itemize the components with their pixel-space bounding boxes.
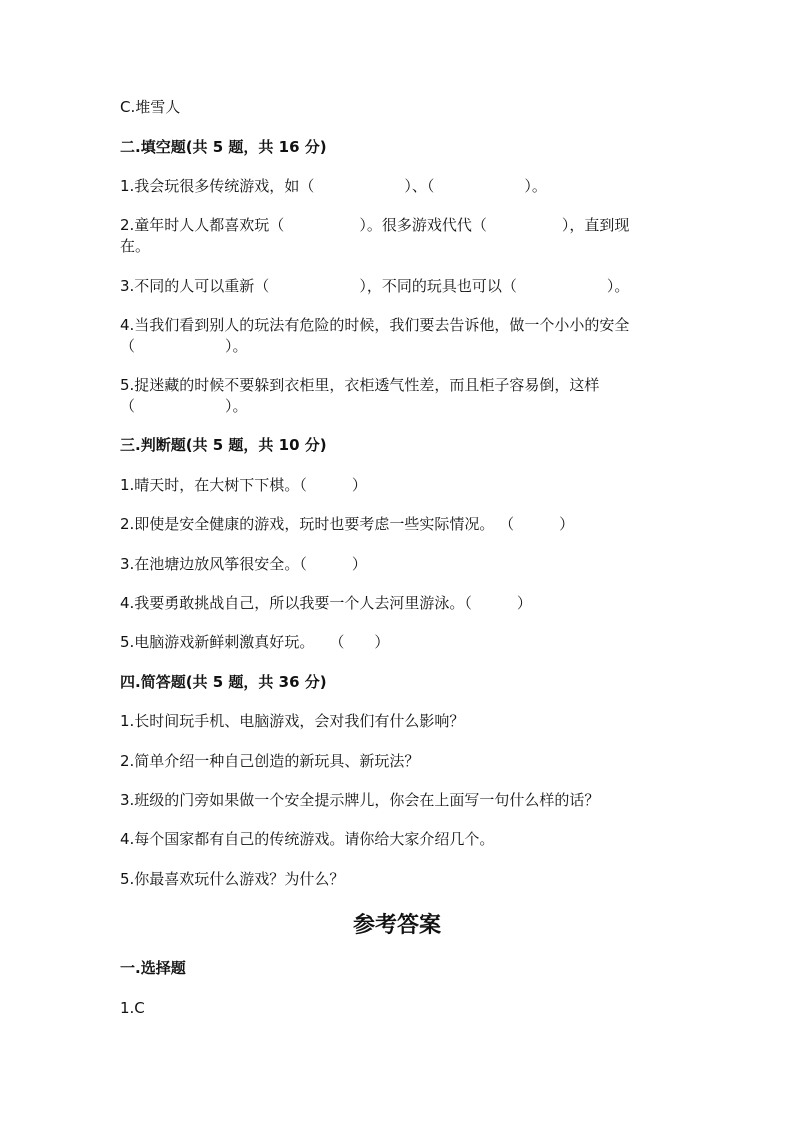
- short-q5: 5.你最喜欢玩什么游戏？为什么？: [120, 870, 345, 888]
- short-q1: 1.长时间玩手机、电脑游戏，会对我们有什么影响？: [120, 712, 465, 730]
- answers-title: 参考答案: [352, 912, 441, 938]
- answers-section1-heading: 一.选择题: [120, 959, 186, 977]
- short-q3: 3.班级的门旁如果做一个安全提示牌儿，你会在上面写一句什么样的话？: [120, 791, 600, 809]
- section3-heading: 三.判断题(共 5 题，共 10 分): [120, 436, 327, 454]
- fill-q3: 3.不同的人可以重新（ ），不同的玩具也可以（ ）。: [120, 277, 630, 295]
- fill-q2-line2: 在。: [120, 237, 151, 255]
- section4-heading: 四.简答题(共 5 题，共 36 分): [120, 673, 327, 691]
- answer-1: 1.C: [120, 999, 145, 1017]
- fill-q2-line1: 2.童年时人人都喜欢玩（ ）。很多游戏代代（ ），直到现: [120, 216, 630, 234]
- judge-q5: 5.电脑游戏新鲜刺激真好玩。 （ ）: [120, 633, 390, 651]
- fill-q4-line1: 4.当我们看到别人的玩法有危险的时候，我们要去告诉他，做一个小小的安全: [120, 316, 630, 334]
- option-c: C.堆雪人: [120, 98, 181, 116]
- short-q4: 4.每个国家都有自己的传统游戏。请你给大家介绍几个。: [120, 830, 495, 848]
- fill-q1: 1.我会玩很多传统游戏，如（ ）、（ ）。: [120, 177, 547, 195]
- section2-heading: 二.填空题(共 5 题，共 16 分): [120, 138, 327, 156]
- fill-q5-line2: （ ）。: [120, 397, 248, 415]
- fill-q4-line2: （ ）。: [120, 337, 248, 355]
- judge-q4: 4.我要勇敢挑战自己，所以我要一个人去河里游泳。（ ）: [120, 594, 532, 612]
- judge-q2: 2.即使是安全健康的游戏，玩时也要考虑一些实际情况。 （ ）: [120, 515, 575, 533]
- short-q2: 2.简单介绍一种自己创造的新玩具、新玩法？: [120, 752, 420, 770]
- judge-q3: 3.在池塘边放风筝很安全。（ ）: [120, 555, 367, 573]
- judge-q1: 1.晴天时，在大树下下棋。（ ）: [120, 476, 367, 494]
- fill-q5-line1: 5.捉迷藏的时候不要躲到衣柜里，衣柜透气性差，而且柜子容易倒，这样: [120, 376, 600, 394]
